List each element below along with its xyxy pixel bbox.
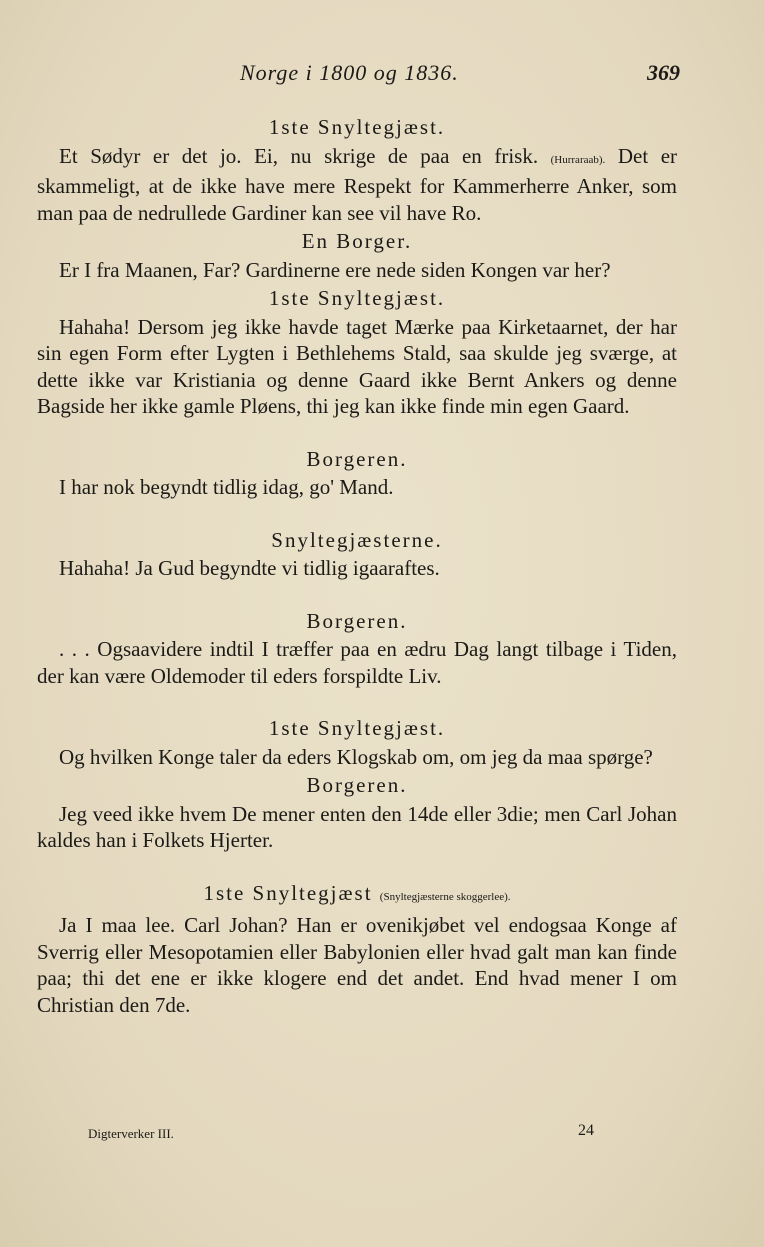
dialogue-paragraph: Og hvilken Konge taler da eders Klogskab om, om jeg da maa spørge? [59,744,653,769]
signature-number: 24 [578,1122,594,1139]
dialogue-paragraph [37,143,677,227]
speaker-name: Borgeren. [306,608,408,633]
dialogue-paragraph: Hahaha! Dersom jeg ikke havde taget Mærke paa Kirketaarnet, der har sin egen Form efter Lygten i Bethlehems Stald, saa skulde jeg sværge, at dette ikke var Kristiania og denne Gaard ikke Bernt Ankers og denne Bagside her ikke gamle Pløens, thi jeg kan ikke finde min egen Gaard. [37,314,677,418]
speaker-name: 1ste Snyltegjæst. [268,716,446,740]
speaker-name: 1ste Snyltegjæst [203,880,373,905]
speaker-name: Borgeren. [306,446,408,471]
dialogue-text: Det er skammeligt, at de ikke have mere Respekt for Kammerherre Anker, som man paa de nedrullede Gardiner kan see vil have Ro. [37,143,678,225]
page-footer [0,1122,764,1146]
dialogue-paragraph: Jeg veed ikke hvem De mener enten den 14de eller 3die; men Carl Johan kaldes han i Folkets Hjerter. [37,801,677,852]
page-number: 369 [647,60,680,85]
speaker-name: En Borger. [301,229,413,253]
header-title: Norge i 1800 og 1836. [240,60,459,85]
dialogue-text: Et Sødyr er det jo. Ei, nu skrige de paa en frisk. [59,143,539,168]
dialogue-paragraph: Hahaha! Ja Gud begyndte vi tidlig igaaraftes. [59,556,440,580]
dialogue-paragraph: . . . Ogsaavidere indtil I træffer paa en ædru Dag langt tilbage i Tiden, der kan være Oldemoder til eders forspildte Liv. [37,637,677,688]
dialogue-paragraph: Ja I maa lee. Carl Johan? Han er ovenikjøbet vel endogsaa Konge af Sverrig eller Mesopotamien eller Babylonien eller hvad galt man kan finde paa; thi det ene er ikke klogere end det andet. End hvad mener I om Christian den 7de. [37,913,677,1017]
speaker-name: Borgeren. [306,773,408,797]
dialogue-paragraph: I har nok begyndt tidlig idag, go' Mand. [59,475,394,499]
drama-text [37,112,677,1018]
dialogue-paragraph: Er I fra Maanen, Far? Gardinerne ere nede siden Kongen var her? [59,257,611,282]
speaker-line [37,880,677,911]
printer-signature: Digterverker III. [88,1126,174,1141]
speaker-name: Snyltegjæsterne. [271,527,443,552]
stage-direction: (Snyltegjæsterne skoggerlee). [379,890,511,903]
speaker-name: 1ste Snyltegjæst. [268,286,446,310]
running-header [0,60,764,92]
stage-direction: (Hurraraab). [550,153,606,166]
speaker-name: 1ste Snyltegjæst. [268,115,446,139]
